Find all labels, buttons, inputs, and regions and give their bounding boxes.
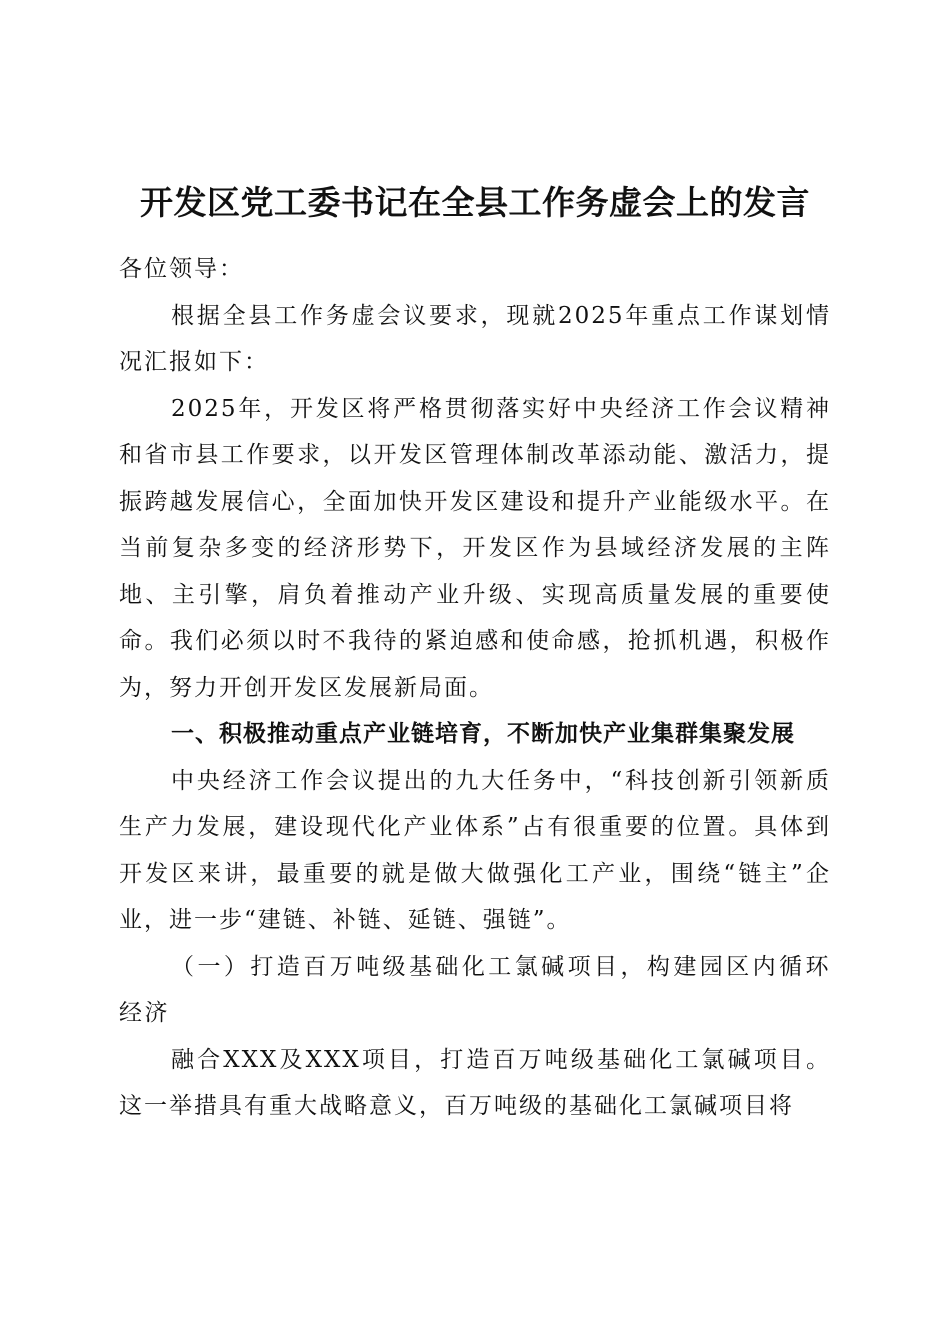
document-body bbox=[119, 246, 831, 1130]
paragraph-subsection-1: 融合XXX及XXX项目，打造百万吨级基础化工氯碱项目。这一举措具有重大战略意义，百万吨级的基础化工氯碱项目将 bbox=[119, 1046, 831, 1119]
subsection-heading-1: （一）打造百万吨级基础化工氯碱项目，构建园区内循环经济 bbox=[119, 953, 831, 1026]
paragraph-section-1: 中央经济工作会议提出的九大任务中，“科技创新引领新质生产力发展，建设现代化产业体系”占有很重要的位置。具体到开发区来讲，最重要的就是做大做强化工产业，围绕“链主”企业，进一步“建链、补链、延链、强链”。 bbox=[119, 767, 831, 933]
paragraph-overview: 2025年，开发区将严格贯彻落实好中央经济工作会议精神和省市县工作要求，以开发区管理体制改革添动能、激活力，提振跨越发展信心，全面加快开发区建设和提升产业能级水平。在当前复杂多变的经济形势下，开发区作为县域经济发展的主阵地、主引擎，肩负着推动产业升级、实现高质量发展的重要使命。我们必须以时不我待的紧迫感和使命感，抢抓机遇，积极作为，努力开创开发区发展新局面。 bbox=[119, 395, 831, 701]
paragraph-intro: 根据全县工作务虚会议要求，现就2025年重点工作谋划情况汇报如下： bbox=[119, 302, 831, 375]
section-heading-1: 一、积极推动重点产业链培育，不断加快产业集群集聚发展 bbox=[171, 721, 795, 747]
document-title: 开发区党工委书记在全县工作务虚会上的发言 bbox=[140, 183, 810, 222]
salutation: 各位领导： bbox=[119, 256, 244, 282]
